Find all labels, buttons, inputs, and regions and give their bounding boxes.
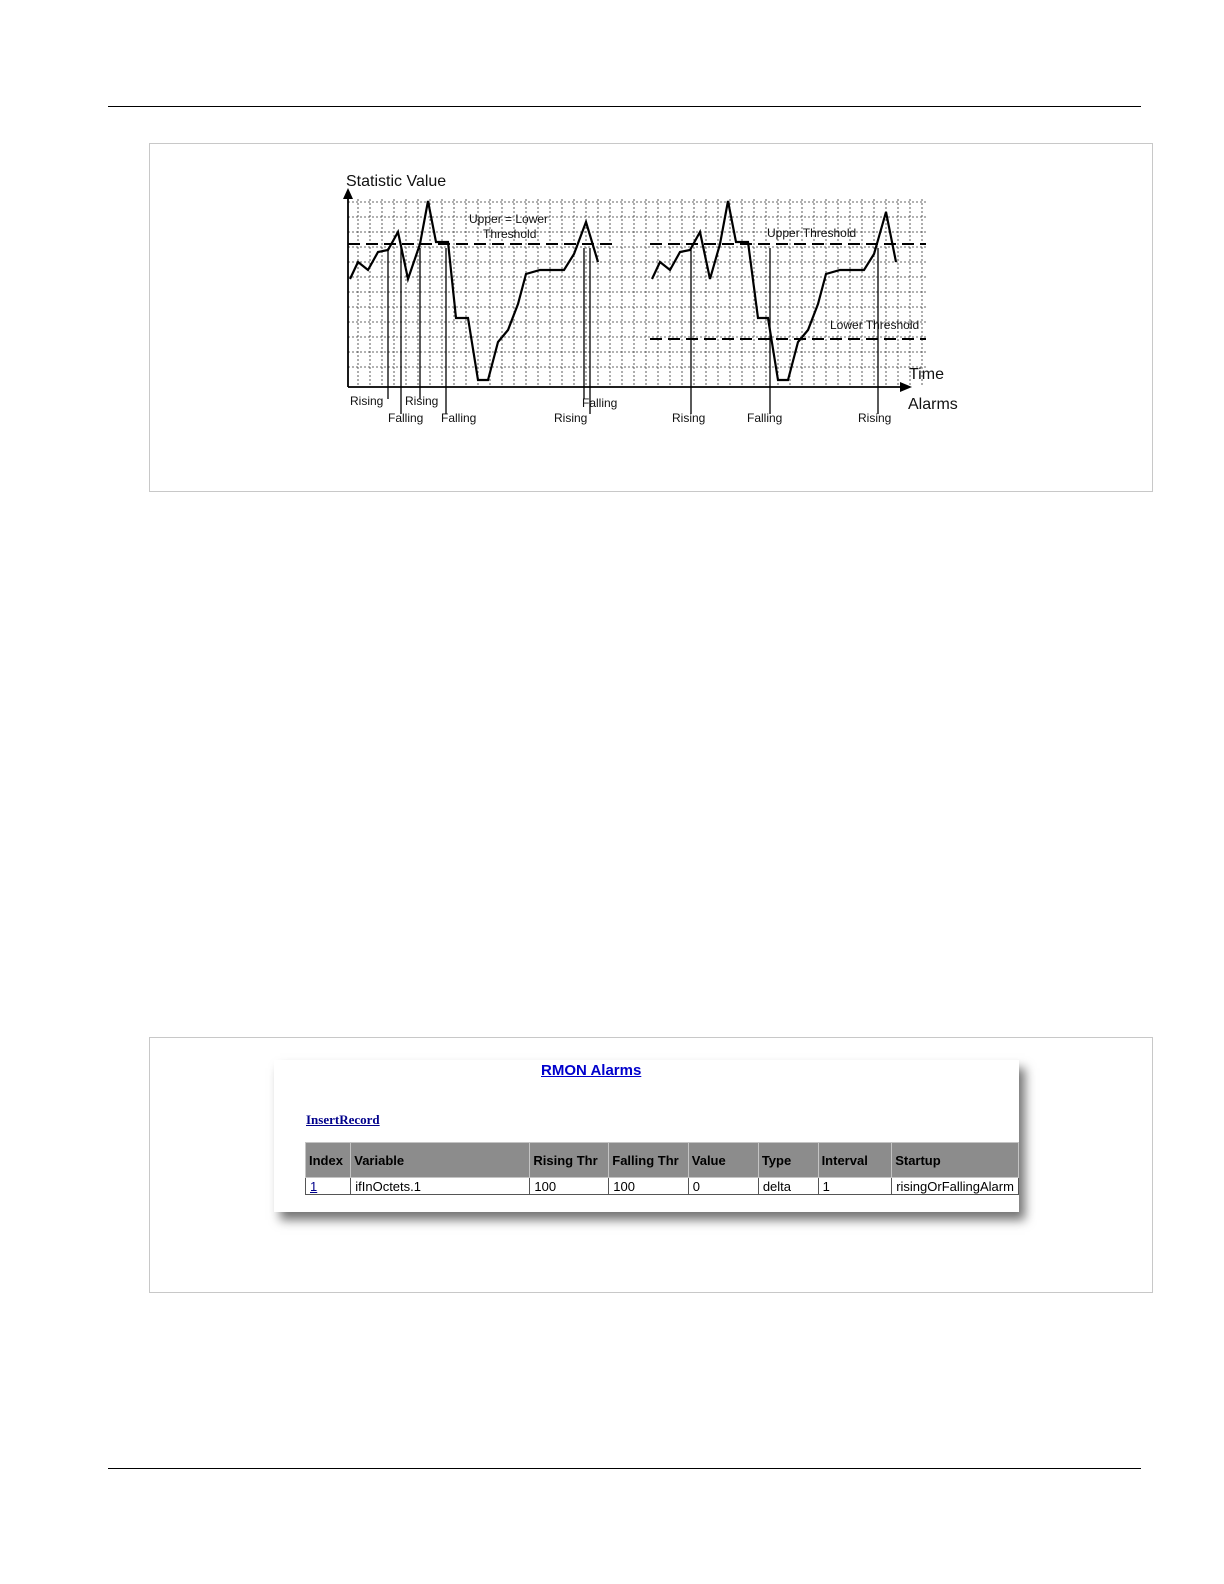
event-label-rising-2: Rising: [405, 394, 439, 408]
event-label-falling-2: Falling: [441, 411, 477, 425]
column-header-variable[interactable]: Variable: [351, 1143, 530, 1178]
header-rule: [108, 106, 1141, 107]
rmon-alarms-screenshot: [274, 1060, 1019, 1212]
rmon-alarms-figure: [149, 1037, 1153, 1293]
diagram-axes: [343, 188, 912, 392]
alarms-label: Alarms: [908, 396, 958, 413]
column-header-falling-thr[interactable]: Falling Thr: [609, 1143, 689, 1178]
column-header-type[interactable]: Type: [758, 1143, 818, 1178]
event-label-rising-4: Rising: [672, 411, 706, 425]
column-header-startup[interactable]: Startup: [892, 1143, 1019, 1178]
y-axis-label: Statistic Value: [346, 173, 447, 190]
table-header-row: [306, 1143, 1019, 1178]
cell-index[interactable]: [306, 1178, 351, 1195]
insert-record-link[interactable]: InsertRecord: [306, 1112, 380, 1127]
column-header-value[interactable]: Value: [688, 1143, 758, 1178]
cell-rising-thr: 100: [530, 1178, 609, 1195]
event-label-falling-1: Falling: [388, 411, 424, 425]
upper-threshold-label: Upper Threshold: [767, 226, 857, 240]
threshold-diagram-figure: [149, 143, 1153, 492]
upper-lower-threshold-label-1: Upper = Lower: [469, 212, 549, 226]
cell-startup: risingOrFallingAlarm: [892, 1178, 1019, 1195]
footer-rule: [108, 1468, 1141, 1469]
event-label-rising-5: Rising: [858, 411, 892, 425]
x-axis-label: Time: [909, 366, 944, 383]
event-label-falling-3: Falling: [582, 396, 618, 410]
rmon-alarms-table: [305, 1142, 1019, 1195]
cell-falling-thr: 100: [609, 1178, 689, 1195]
lower-threshold-label: Lower Threshold: [830, 318, 920, 332]
left-statistic-curve: [350, 201, 598, 380]
column-header-rising-thr[interactable]: Rising Thr: [530, 1143, 609, 1178]
index-link[interactable]: 1: [310, 1178, 318, 1194]
alarm-markers: [388, 248, 878, 414]
cell-interval: 1: [818, 1178, 892, 1195]
cell-type: delta: [758, 1178, 818, 1195]
table-row: [306, 1178, 1019, 1195]
rmon-alarms-title[interactable]: RMON Alarms: [541, 1062, 642, 1079]
upper-lower-threshold-label-2: Threshold: [483, 227, 537, 241]
cell-value: 0: [688, 1178, 758, 1195]
column-header-index[interactable]: Index: [306, 1143, 351, 1178]
cell-variable: ifInOctets.1: [351, 1178, 530, 1195]
event-label-rising-1: Rising: [350, 394, 384, 408]
event-label-rising-3: Rising: [554, 411, 588, 425]
column-header-interval[interactable]: Interval: [818, 1143, 892, 1178]
event-label-falling-4: Falling: [747, 411, 783, 425]
threshold-diagram: [150, 144, 1152, 491]
